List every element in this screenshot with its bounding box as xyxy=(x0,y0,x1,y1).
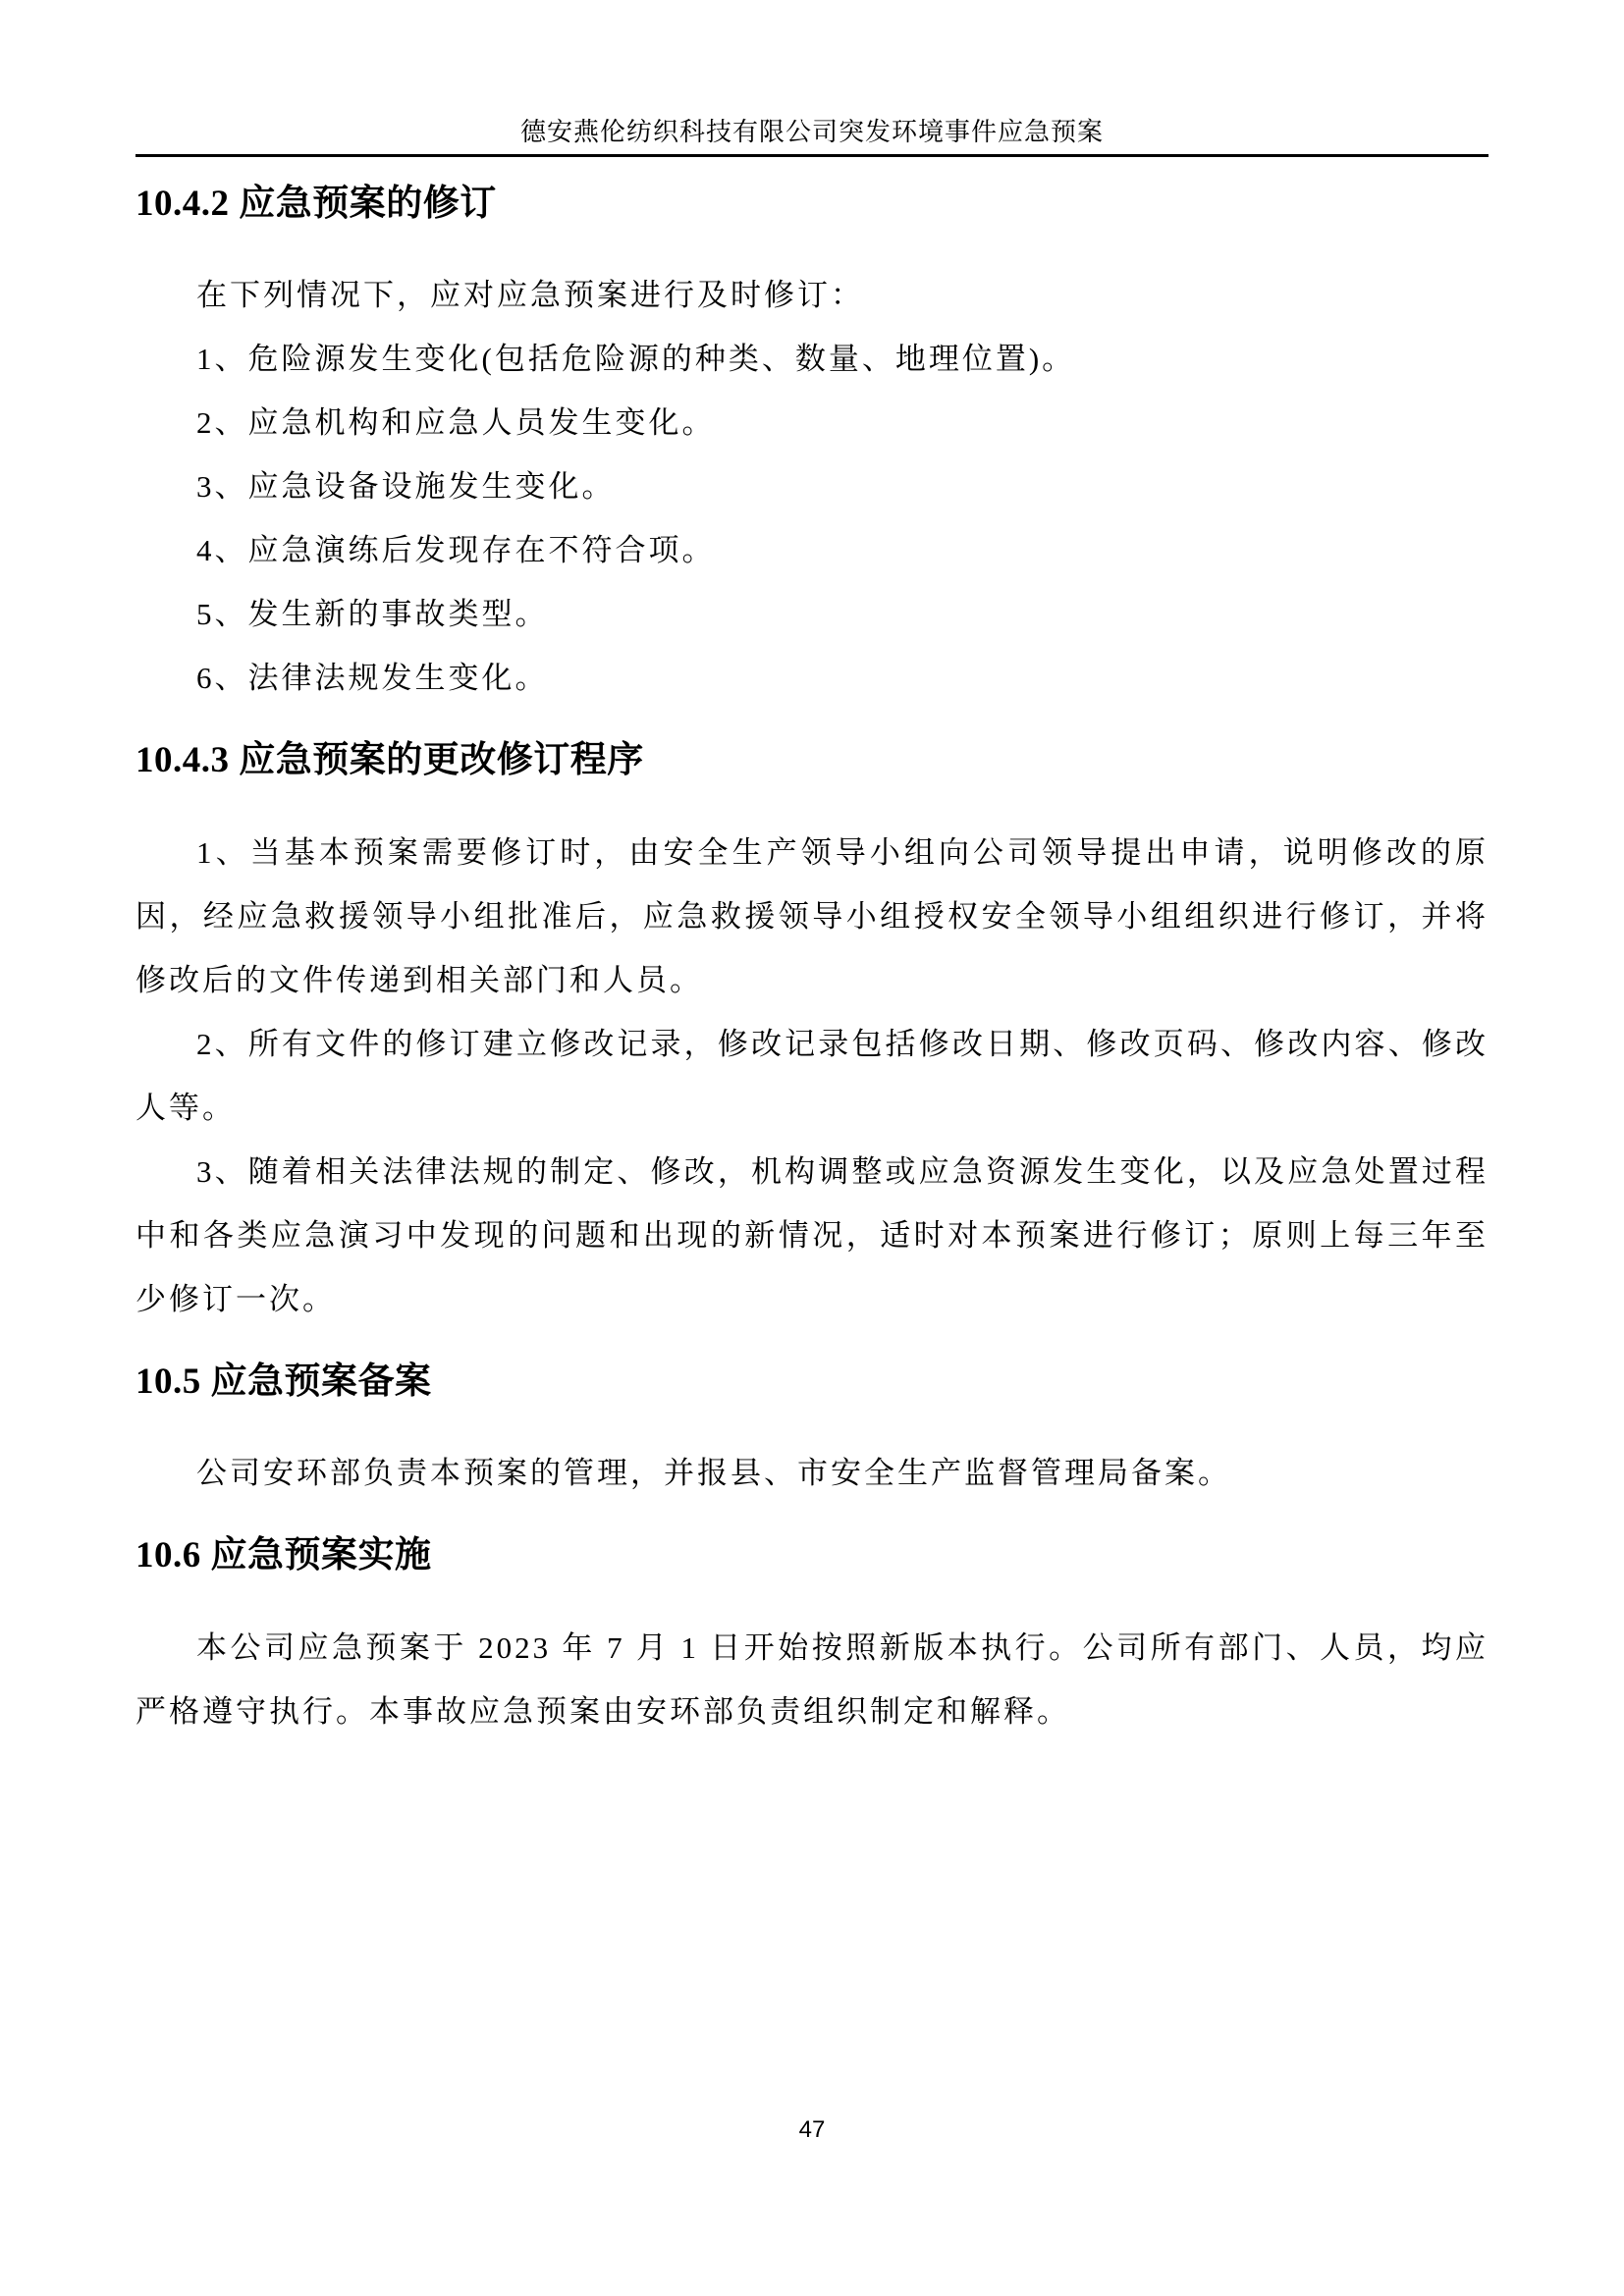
section-10-4-3 xyxy=(135,739,1489,1330)
header-title: 德安燕伦纺织科技有限公司突发环境事件应急预案 xyxy=(519,118,1104,146)
list-item-3: 3、应急设备设施发生变化。 xyxy=(196,469,616,505)
filing-paragraph: 公司安环部负责本预案的管理，并报县、市安全生产监督管理局备案。 xyxy=(196,1456,1231,1491)
list-item-6: 6、法律法规发生变化。 xyxy=(196,661,549,696)
implementation-paragraph: 本公司应急预案于 2023 年 7 月 1 日开始按照新版本执行。公司所有部门、人员，均应严格遵守执行。本事故应急预案由安环部负责组织制定和解释。 xyxy=(135,1629,1489,1729)
procedure-paragraph-3: 3、随着相关法律法规的制定、修改，机构调整或应急资源发生变化，以及应急处置过程中和各类应急演习中发现的问题和出现的新情况，适时对本预案进行修订；原则上每三年至少修订一次。 xyxy=(135,1153,1489,1316)
page-header xyxy=(0,0,1624,157)
document-content xyxy=(0,183,1624,1743)
procedure-paragraph-2: 2、所有文件的修订建立修改记录，修改记录包括修改日期、修改页码、修改内容、修改人等。 xyxy=(135,1026,1489,1125)
section-10-5 xyxy=(135,1361,1489,1505)
section-10-6-heading: 10.6 应急预案实施 xyxy=(135,1535,432,1576)
page-number: 47 xyxy=(798,2116,826,2143)
list-item-1: 1、危险源发生变化(包括危险源的种类、数量、地理位置)。 xyxy=(196,342,1076,377)
list-item-4: 4、应急演练后发现存在不符合项。 xyxy=(196,533,716,568)
section-10-4-2 xyxy=(135,183,1489,710)
list-item-5: 5、发生新的事故类型。 xyxy=(196,597,549,632)
section-10-4-3-heading: 10.4.3 应急预案的更改修订程序 xyxy=(135,740,644,781)
section-10-5-heading: 10.5 应急预案备案 xyxy=(135,1361,432,1402)
list-item-2: 2、应急机构和应急人员发生变化。 xyxy=(196,405,716,441)
section-10-4-2-heading: 10.4.2 应急预案的修订 xyxy=(135,184,497,224)
intro-paragraph: 在下列情况下，应对应急预案进行及时修订： xyxy=(196,278,864,313)
header-rule xyxy=(135,154,1489,157)
procedure-paragraph-1: 1、当基本预案需要修订时，由安全生产领导小组向公司领导提出申请，说明修改的原因，经应急救援领导小组批准后，应急救援领导小组授权安全领导小组组织进行修订，并将修改后的文件传递到相关部门和人员。 xyxy=(135,834,1489,997)
section-10-6 xyxy=(135,1534,1489,1742)
